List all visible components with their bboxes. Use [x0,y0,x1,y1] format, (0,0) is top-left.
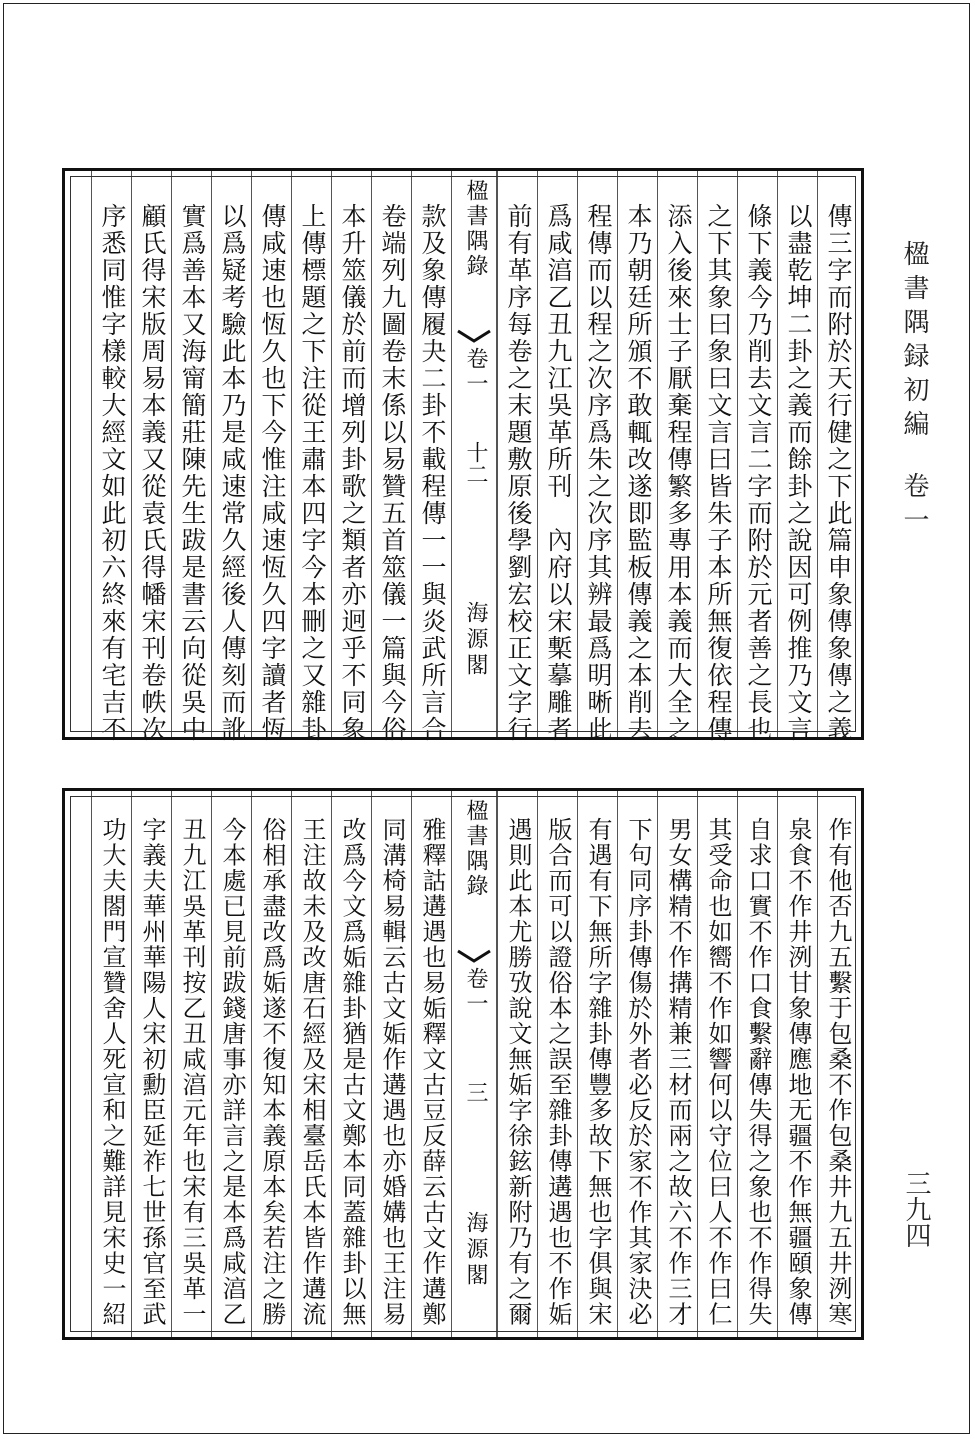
column-text: 遇則此本尤勝攷說文無姤字徐鉉新附乃有之爾 [504,817,532,1327]
page-number: 三九四 [901,1170,931,1248]
fish-tail-mark-icon [456,329,492,343]
text-column [617,791,657,1337]
text-column [291,171,331,743]
column-text: 今本處已見前跋錢唐事亦詳言之是本爲咸湻乙 [218,817,246,1327]
column-text: 俗相承盡改爲姤遂不復知本義原本矣若注之勝 [258,817,286,1327]
column-text: 作有他否九五繫于包桑不作包桑井九五井洌寒 [824,817,852,1327]
text-column [131,791,171,1337]
text-column [211,171,251,743]
text-column [331,171,371,743]
text-column [411,791,451,1337]
text-column [371,791,411,1337]
column-text: 同溝椅易輯云古文姤作遘遇也亦婚媾也王注易 [378,817,406,1327]
column-text: 本升筮儀於前而增列卦歌之類者亦迥乎不同象 [338,203,367,743]
text-column [777,171,817,743]
column-text: 有遇有下無所字雜卦傳豐多故下無也字俱與宋 [584,817,612,1327]
text-column [91,171,131,743]
text-column [657,791,697,1337]
text-column [817,171,857,743]
bottom-leaf [62,788,864,1340]
column-text: 程傳而以程之次序爲朱之次序其辨最爲明晰此 [584,203,613,743]
centre-volume: 卷一 [463,967,488,1017]
column-text: 泉食不作井洌甘象傳應地无疆不作無疆頤象傳 [784,817,812,1327]
running-head [896,240,933,540]
text-column [411,171,451,743]
centre-title: 楹書隅錄 [463,799,488,899]
text-column [251,171,291,743]
text-column [617,171,657,743]
column-text: 添入後來士子厭棄程傳繁多專用本義而大全之 [664,203,693,743]
centre-volume: 卷一 [463,347,488,397]
column-text: 卷端列九圖卷末係以易贊五首筮儀一篇與今俗 [378,203,407,743]
text-column [537,171,577,743]
column-text: 王注故未及改唐石經及宋相臺岳氏本皆作遘流 [298,817,326,1327]
running-head-title: 楹書隅録初編 [899,240,929,444]
text-column [697,791,737,1337]
centre-leaf-number: 三 [463,1081,488,1103]
column-text: 以爲疑考驗此本乃是咸速常久經後人傳刻而訛 [218,203,247,743]
column-text: 傳咸速也恆久也下今惟注咸速恆久四字讀者恆 [258,203,287,743]
text-column [291,791,331,1337]
column-text: 雅釋詁遘遇也易姤釋文古豆反薛云古文作遘鄭 [418,817,446,1327]
column-text: 其受命也如嚮不作如響何以守位曰人不作曰仁 [704,817,732,1327]
centre-publisher: 海源閣 [463,1211,488,1289]
column-text: 顧氏得宋版周易本義又從袁氏得幡宋刊卷帙次 [138,203,167,743]
text-column [697,171,737,743]
column-text: 字義夫華州華陽人宋初勳臣延祚七世孫官至武 [138,817,166,1327]
column-text: 版合而可以證俗本之誤至雜卦傳遘遇也不作姤 [544,817,572,1327]
text-column [577,171,617,743]
text-column [251,791,291,1337]
column-text: 下句同序卦傳傷於外者必反於家不作其家決必 [624,817,652,1327]
column-text: 自求口實不作口食繫辭傳失得之象也不作得失 [744,817,772,1327]
text-column [331,791,371,1337]
column-text: 傳三字而附於天行健之下此篇申象傳象傳之義 [824,203,853,743]
column-text: 本乃朝廷所頒不敢輒改遂即監板傳義之本削去 [624,203,653,743]
text-column [131,171,171,743]
text-column [371,171,411,743]
column-text: 序悉同惟字樣較大經文如此初六終來有宅吉不 [98,203,127,743]
fish-tail-mark-icon [456,949,492,963]
column-text: 以盡乾坤二卦之義而餘卦之說因可例推乃文言 [784,203,813,743]
column-text: 實爲善本又海甯簡莊陳先生跋是書云向從吳中 [178,203,207,743]
text-column [497,171,537,743]
text-column [91,791,131,1337]
column-text: 改爲今文爲姤雜卦猶是古文鄭本同蓋雜卦以無 [338,817,366,1327]
text-column [497,791,537,1337]
running-head-volume: 卷一 [899,472,929,540]
column-text: 爲咸湻乙丑九江吳革所刊 內府以宋槧摹雕者 [544,203,573,743]
top-leaf [62,168,864,743]
text-column [577,791,617,1337]
centre-fold-column [451,171,497,737]
column-text: 前有革序每卷之末題敷原後學劉宏校正文字行 [504,203,533,743]
text-column [171,171,211,743]
text-column [737,791,777,1337]
text-column [211,791,251,1337]
column-text: 丑九江吳革刊按乙丑咸湻元年也宋有三吳革一 [178,817,206,1327]
text-column [537,791,577,1337]
text-column [777,791,817,1337]
centre-publisher: 海源閣 [463,601,488,679]
column-text: 款及象傳履夬二卦不載程傳一一與炎武所言合 [418,203,447,743]
text-column [657,171,697,743]
text-column [171,791,211,1337]
centre-fold-column [451,791,497,1337]
column-text: 之下其象曰象曰文言曰皆朱子本所無復依程傳 [704,203,733,743]
text-column [817,791,857,1337]
column-text: 上傳標題之下注從王肅本四字今本刪之又雜卦 [298,203,327,743]
column-text: 條下義今乃削去文言二字而附於元者善之長也 [744,203,773,743]
centre-title: 楹書隅錄 [463,179,488,279]
text-column [737,171,777,743]
centre-leaf-number: 十二 [463,441,488,485]
column-text: 功大夫閤門宣贊舍人死宣和之難詳見宋史一紹 [98,817,126,1327]
column-text: 男女構精不作搆精兼三材而兩之故六不作三才 [664,817,692,1327]
